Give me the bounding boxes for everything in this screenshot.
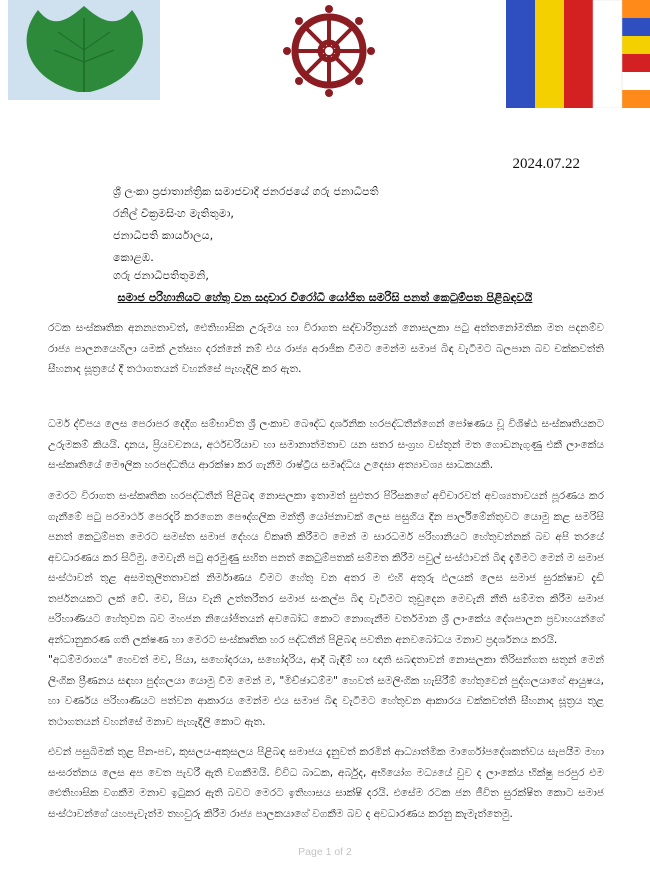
body-paragraph: ධර්ම ද්වීපය ලෙස පෙරාපර දෙදිග සම්භාවිත ශ්‍රී ලංකාව බෞද්ධ දාර්ශනික හරපද්ධතීන්ගෙන් පෝෂණය වූ විශිෂ්ඨ සංස්කෘතියකට උරුමකම් කියයි. දානය, ප්‍රියවචනය, අර්ථචරියාව හා සමානාත්මතාව යන සතර සංග්‍රහ වස්තූන් මත ගොඩනැගුණු එකී ලාංකේය සංස්කෘතියේ මෞලික හරපද්ධතිය ආරක්ෂා කර ගැනීම රාෂ්ට්‍රීය සමෘද්ධිය උදෙසා අත්‍යාවශ්‍ය සාධකයකි. xyxy=(48,418,604,471)
buddhist-flag-logo xyxy=(506,0,650,108)
recipient-line: කොළඹ. xyxy=(113,251,154,264)
body-paragraph: එවන් පසුබිමක් තුළ පින-පව, කුසලය-අකුසලය පිළිබඳ සමාජය දැනුවත් කරමින් ආධ්‍යාත්මික මාර්ගෝපදේශකත්වය සැපයීම මහා සංඝරත්නය ලෙස අප වෙත පැවරී ඇති වගකීමයි. විවිධ බාධක, අර්බුද, අභියෝග මධ්‍යයේ වුව ද ලාංකේය භික්ෂු පරපුර එම ඓතිහාසික වගකීම මනාව ඉටුකර ඇති බවට මෙරට ඉතිහාසය සාක්ෂි දරයි. එසේම රටක ජන ජීවිත සුරක්ෂිත කොට සමාජ සංස්ථාවන්ගේ යහපැවැත්ම තහවුරු කිරීම රාජ්‍ය පාලකයාගේ වගකීම බව ද අවධාරණය කරනු කැමැත්තෙමු. xyxy=(48,746,604,820)
salutation: ගරු ජනාධිපතිතුමනි, xyxy=(113,269,209,282)
bodhi-leaf-logo xyxy=(8,0,160,100)
body-paragraph: "අධම්මරාගය" හෙවත් මව, පියා, සහෝදරයා, සහෝදරිය, ආදී බැඳීම් හා ඥාති සබඳතාවන් නොසලකා තිරිසන්ගත සතුන් මෙන් ලිංගික ප්‍රීණනය සඳහා පුද්ගලයා යොමු වීම මෙන් ම, "මිච්ඡාධම්ම" හෙවත් සමලිංගික හැසිරීම් හේතුවෙන් පුද්ගලයාගේ ආයුෂය, හා වර්ණය පරිහාණියට පත්වන ආකාරය මෙන්ම එය සමාජ බිඳ වැටීමට හේතුවන ආකාරය චක්කවත්ති සීහනාද සූත්‍රය තුළ තථාගතයන් වහන්සේ මනාව පැහැදිලි කොට ඇත. xyxy=(48,654,604,728)
recipient-line: ශ්‍රී ලංකා ප්‍රජාතාන්ත්‍රික සමාජවාදී ජනරජයේ ගරු ජනාධිපති xyxy=(113,185,379,198)
body-paragraph: මෙරට විරාගත සංස්කෘතික හරපද්ධතීන් පිළිබඳ නොසලකා ඉතාමත් සුළුතර පිරිසකගේ අවිචාරවත් අවශ්‍යතාවයන් පූරණය කර ගැනීමේ පටු පරමාර්ථ පෙරදැරි කරගෙන පෞද්ගලික මන්ත්‍රී යෝජනාවක් ලෙස පසුගිය දින පාර්ලිමේන්තුවට යොමු කළ සමරිසි පනත් කෙටුම්පත මෙරට සමස්ත සමාජ දේහය විකෘති කිරීමට මෙන් ම සාරධර්ම පරිහානියට හේතුවන්නක් බව අපි තරයේ අවධාරණය කර සිටිමු. මෙවැනි පටු අරමුණු සහිත පනත් කෙටුම්පතක් සම්මත කිරීම පවුල් සංස්ථාවන් බිඳ දැමීමට මෙන් ම සමාජ සංස්ථාවන් තුළ අසමතුලිතතාවක් නිර්මාණය වීමට හේතු වන අතර ම එහි අතුරු ඵලයක් ලෙස සමාජ සුරක්ෂාව දැඩි තර්ජනයකට ලක් වේ. මව, පියා වැනි උත්තරීතර සමාජ සංකල්ප බිඳ වැටීමට තුඩුදෙන මෙවැනි නීති සම්මත කිරීම සමාජ පරිහාණියට හේතුවන බව මහජන නියෝජිතයන් අවබෝධ කොට නොගැනීම වර්තමාන ශ්‍රී ලාංකේය දේශපාලන ප්‍රවාහයන්ගේ අන්ධානුකරණ ගති ලක්ෂණ හා මෙරට සංස්කෘතික හර පද්ධතීන් පිළිබඳ පවතින අනවබෝධය මනාව ප්‍රදර්ශනය කරයි. xyxy=(48,490,604,646)
recipient-address xyxy=(113,181,379,269)
letter-date: 2024.07.22 xyxy=(512,156,580,172)
recipient-line: රනිල් වික්‍රමසිංහ මැතිතුමා, xyxy=(113,207,234,220)
dharma-wheel-logo xyxy=(283,5,375,97)
page-number: Page 1 of 2 xyxy=(298,846,352,858)
letter-subject: සමාජ පරිහානියට හේතු වන සදාචාර විරෝධී යෝජිත සමරිසි පනත් කෙටුම්පත පිළිබඳවයි xyxy=(117,291,533,304)
recipient-line: ජනාධිපති කාර්යාලය, xyxy=(113,229,214,242)
body-paragraph: රටක සංස්කෘතික අනන්‍යතාවත්, ඓතිහාසික උරුමය හා විරාගත සද්චාරිත්‍රයන් නොසලකා පටු අත්තනෝමතික මත පදනම්ව රාජ්‍ය පාලනයෙහිලා යමක් උත්සහ දරන්නේ නම් එය රාජ්‍ය අරාජික වීමට මෙන්ම සමාජ බිඳ වැටීමට බලපාන බව චක්කවත්ති සීහනාද සූත්‍රයේ දී තථාගතයන් වහන්සේ පැහැදිලි කර ඇත. xyxy=(48,322,604,375)
